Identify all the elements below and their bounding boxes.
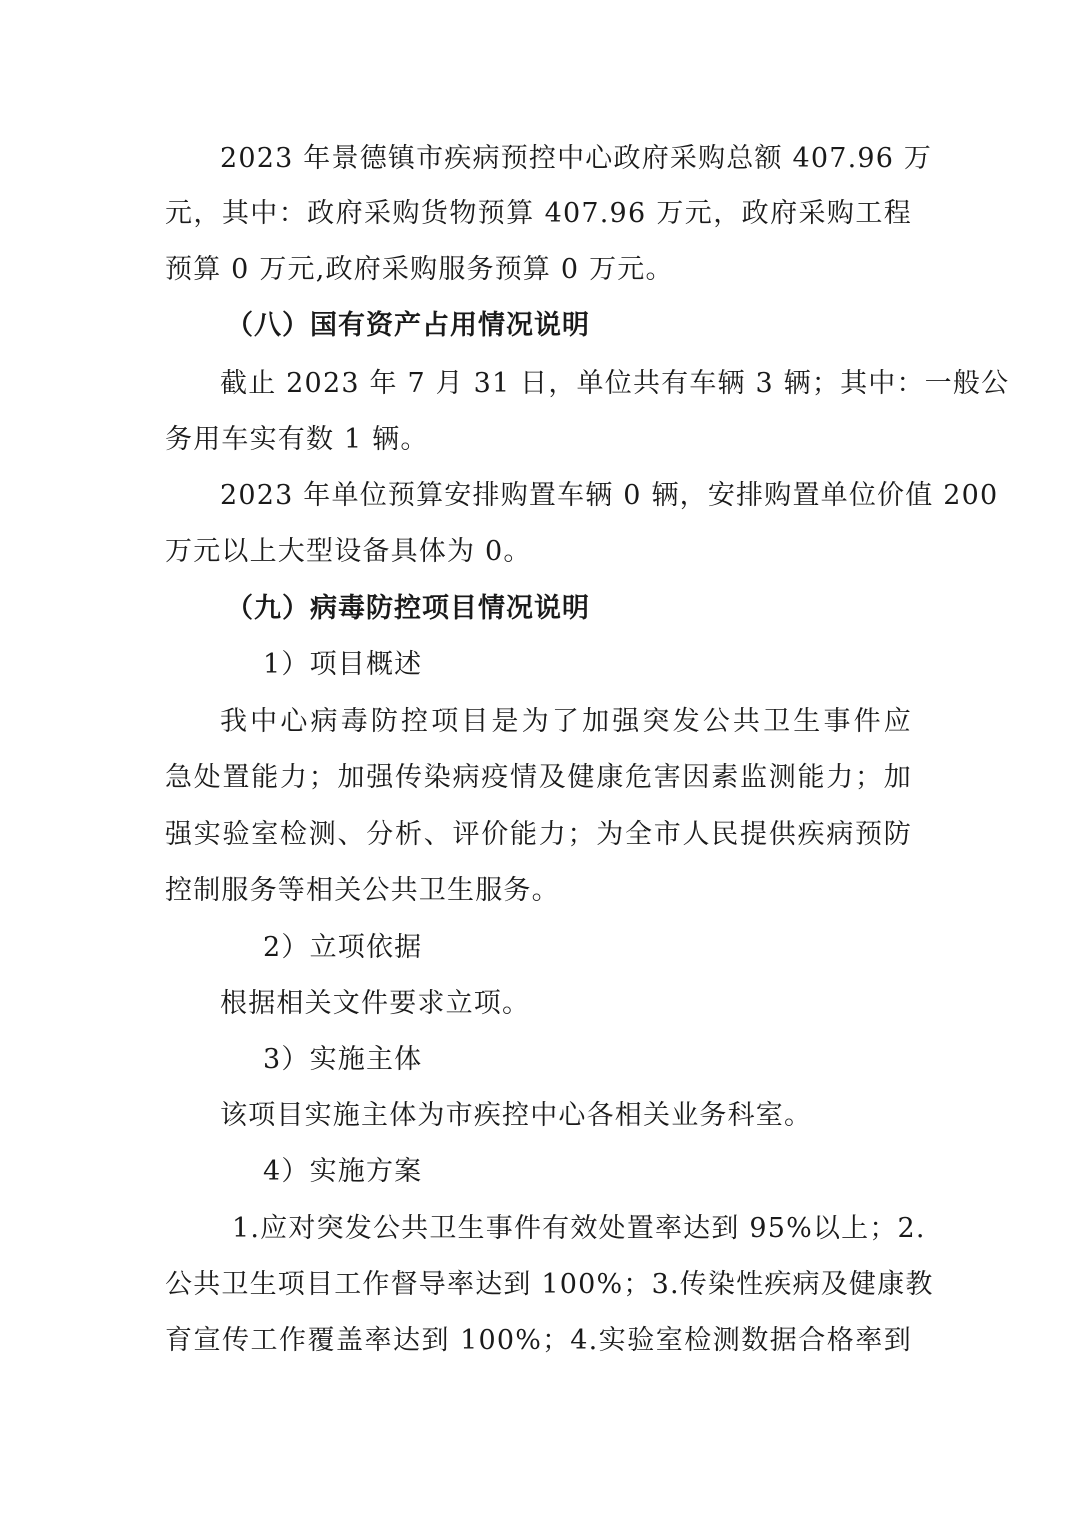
overview-paragraph-line-2: 急处置能力；加强传染病疫情及健康危害因素监测能力；加 [165,762,912,793]
plan-paragraph-line-1: 1.应对突发公共卫生事件有效处置率达到 95%以上；2. [232,1213,926,1244]
procurement-paragraph-line-2: 元，其中：政府采购货物预算 407.96 万元，政府采购工程 [165,198,912,229]
subheading-project-overview: 1）项目概述 [263,649,423,680]
subheading-implementing-body: 3）实施主体 [263,1044,423,1075]
overview-paragraph-line-1: 我中心病毒防控项目是为了加强突发公共卫生事件应 [220,706,912,737]
equipment-paragraph-line-1: 2023 年单位预算安排购置车辆 0 辆，安排购置单位价值 200 [220,480,999,511]
section-heading-nine: （九）病毒防控项目情况说明 [226,593,590,624]
vehicles-paragraph-line-1: 截止 2023 年 7 月 31 日，单位共有车辆 3 辆；其中：一般公 [220,368,1010,399]
overview-paragraph-line-4: 控制服务等相关公共卫生服务。 [165,875,560,906]
basis-paragraph: 根据相关文件要求立项。 [220,988,531,1019]
implementing-body-paragraph: 该项目实施主体为市疾控中心各相关业务科室。 [220,1100,813,1131]
procurement-paragraph-line-1: 2023 年景德镇市疾病预控中心政府采购总额 407.96 万 [220,143,933,174]
section-heading-eight: （八）国有资产占用情况说明 [226,310,590,341]
overview-paragraph-line-3: 强实验室检测、分析、评价能力；为全市人民提供疾病预防 [165,819,912,850]
procurement-paragraph-line-3: 预算 0 万元,政府采购服务预算 0 万元。 [165,254,674,285]
plan-paragraph-line-2: 公共卫生项目工作督导率达到 100%；3.传染性疾病及健康教 [165,1269,934,1300]
plan-paragraph-line-3: 育宣传工作覆盖率达到 100%；4.实验室检测数据合格率到 [165,1325,912,1356]
vehicles-paragraph-line-2: 务用车实有数 1 辆。 [165,424,429,455]
equipment-paragraph-line-2: 万元以上大型设备具体为 0。 [165,536,532,567]
subheading-implementation-plan: 4）实施方案 [263,1156,423,1187]
subheading-project-basis: 2）立项依据 [263,932,423,963]
